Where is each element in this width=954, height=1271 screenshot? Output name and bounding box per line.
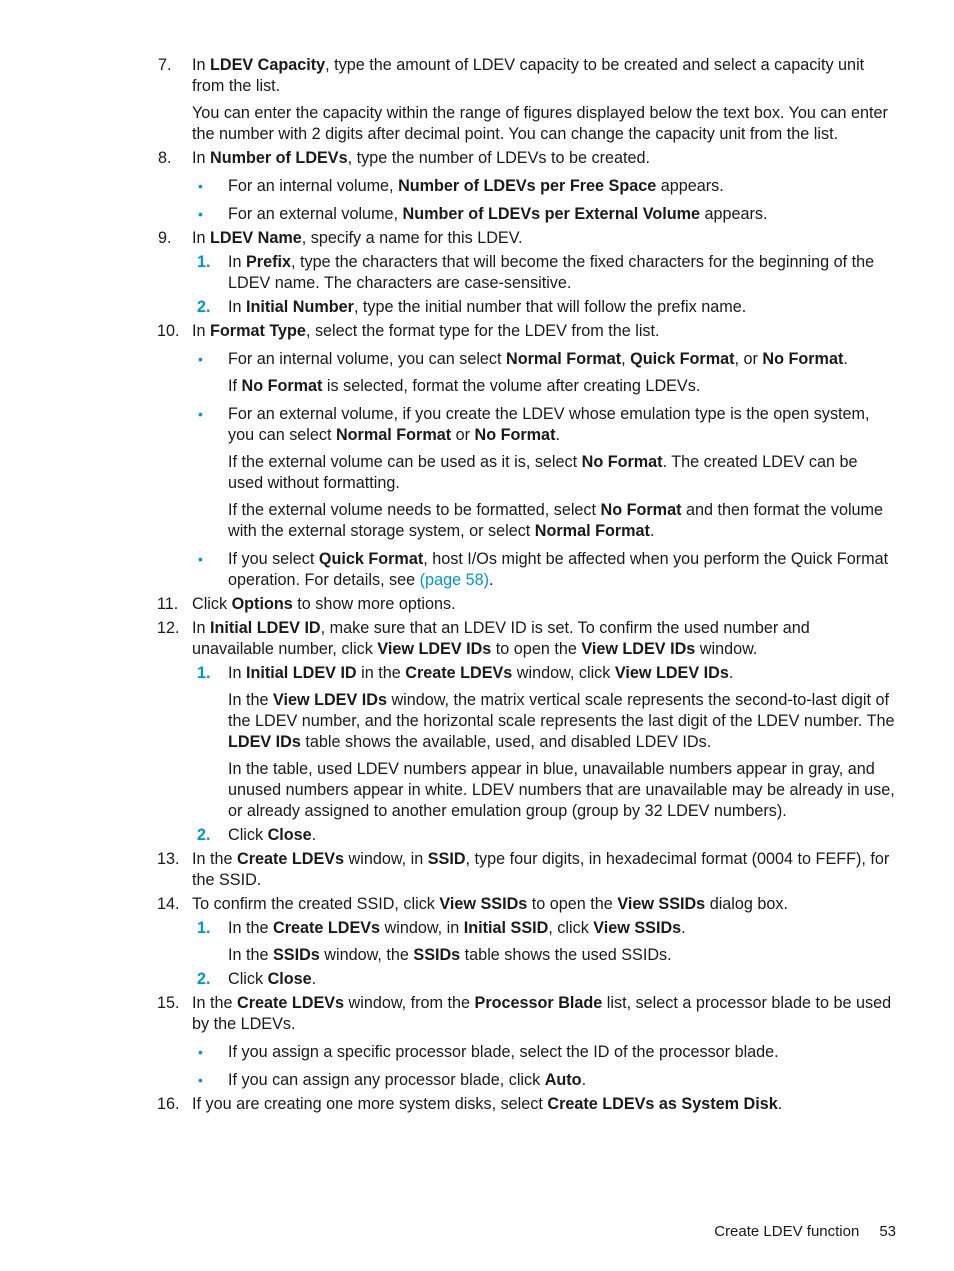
step-item [0,228,954,318]
step-paragraph [192,103,896,145]
bullet-item [192,1042,896,1063]
step-paragraph [192,55,896,97]
substep-paragraph [228,918,896,939]
bullet-icon: • [198,551,203,567]
text-run: , type the initial number that will follow the prefix name. [353,298,747,316]
bold-term: Initial LDEV ID [246,664,357,682]
step-paragraph [192,1094,896,1115]
bold-term: LDEV Name [210,229,302,247]
text-run: window, the [319,946,414,964]
text-run: If the external volume needs to be formatted, select [228,501,601,519]
text-run: In [228,253,246,271]
text-run: . [843,350,848,368]
step-item [0,1094,954,1115]
text-run: , [621,350,631,368]
step-paragraph [192,894,896,915]
bold-term: LDEV Capacity [210,56,326,74]
text-run: You can enter the capacity within the range of figures displayed below the text box. You can enter the number with 2 digits after decimal point. You can change the capacity unit from the list. [192,104,888,143]
bold-term: Prefix [246,253,291,271]
bullet-icon: • [198,406,203,422]
text-run: If you can assign any processor blade, click [228,1071,545,1089]
text-run: Click [228,970,268,988]
text-run: In the [192,850,237,868]
substep-paragraph [228,759,896,822]
text-run: , make sure that an LDEV ID is set. To confirm the used number and unavailable number, click [192,619,810,658]
substep-item [192,918,896,966]
text-run: , type the amount of LDEV capacity to be created and select a capacity unit from the list. [192,56,865,95]
bullet-item [192,549,896,591]
bold-term: Options [231,595,293,613]
step-paragraph [192,849,896,891]
step-item [0,894,954,990]
bold-term: Initial LDEV ID [210,619,321,637]
bold-term: Create LDEVs [273,919,381,937]
text-run: , host I/Os might be affected when you perform the Quick Format operation. For details, see [228,550,889,589]
bold-term: No Format [600,501,682,519]
page-footer [714,1221,896,1242]
text-run: . [649,522,655,540]
substep-paragraph [228,663,896,684]
footer-section-title: Create LDEV function [714,1223,860,1240]
text-run: window. [695,640,758,658]
step-number: 13. [157,850,180,868]
substep-paragraph [228,1070,896,1091]
step-item [0,594,954,615]
substep-item [192,825,896,846]
step-number: 16. [157,1095,180,1113]
text-run: and then format the volume with the external storage system, or select [228,501,884,540]
bold-term: Processor Blade [474,994,603,1012]
page-reference-link[interactable]: (page 58) [419,571,489,589]
bullet-item [192,204,896,225]
step-number: 8. [158,149,172,167]
bold-term: View SSIDs [617,895,706,913]
step-item [0,148,954,225]
text-run: In the [228,946,273,964]
bold-term: Number of LDEVs per Free Space [398,177,657,195]
bold-term: View SSIDs [439,895,528,913]
substep-paragraph [228,1042,896,1063]
bold-term: Create LDEVs [237,994,345,1012]
bold-term: Quick Format [630,350,735,368]
text-run: For an external volume, if you create the LDEV whose emulation type is the open system, you can select [228,405,870,444]
substep-paragraph [228,945,896,966]
bold-term: No Format [762,350,844,368]
text-run: To confirm the created SSID, click [192,895,440,913]
bullet-item [192,349,896,397]
step-item [0,55,954,145]
text-run: table shows the available, used, and disabled LDEV IDs. [300,733,712,751]
text-run: In the [228,919,273,937]
substep-item [192,297,896,318]
step-number: 11. [157,595,179,613]
text-run: In the table, used LDEV numbers appear in blue, unavailable numbers appear in gray, and unused numbers appear in white. LDEV numbers that are unavailable may be already in use, or already assigned to another emulation group (group by 32 LDEV numbers). [228,760,895,820]
substep-item [192,252,896,294]
bold-term: Initial SSID [463,919,549,937]
text-run: to open the [527,895,618,913]
text-run: For an external volume, [228,205,403,223]
bold-term: SSIDs [413,946,461,964]
text-run: In [228,298,246,316]
substep-paragraph [228,297,896,318]
substep-number: 2. [197,826,211,844]
substep-paragraph [228,204,896,225]
bold-term: Normal Format [506,350,622,368]
text-run: In the [228,691,273,709]
substep-number: 1. [197,919,211,937]
text-run: If you select [228,550,319,568]
text-run: , type the number of LDEVs to be created. [347,149,650,167]
text-run: window, in [344,850,428,868]
text-run: If [228,377,242,395]
substep-paragraph [228,452,896,494]
text-run: . [681,919,686,937]
text-run: In [228,664,246,682]
text-run: . [728,664,734,682]
text-run: . [777,1095,783,1113]
step-item [0,618,954,846]
bold-term: No Format [474,426,556,444]
text-run: In the [192,994,237,1012]
text-run: in the [356,664,406,682]
text-run: to open the [491,640,582,658]
bold-term: Close [267,826,312,844]
substep-paragraph [228,969,896,990]
bold-term: SSID [427,850,466,868]
text-run: , specify a name for this LDEV. [301,229,523,247]
text-run: In [192,149,210,167]
substep-number: 2. [197,298,211,316]
text-run: If you are creating one more system disks, select [192,1095,548,1113]
text-run: is selected, format the volume after creating LDEVs. [322,377,701,395]
bold-term: Number of LDEVs per External Volume [402,205,700,223]
text-run: list, select a processor blade to be used by the LDEVs. [192,994,892,1033]
bold-term: Create LDEVs [405,664,513,682]
text-run: table shows the used SSIDs. [460,946,672,964]
bold-term: Format Type [210,322,306,340]
bold-term: View SSIDs [593,919,682,937]
substep-paragraph [228,549,896,591]
substep-paragraph [228,349,896,370]
text-run: Click [228,826,268,844]
text-run: In [192,56,210,74]
step-item [0,993,954,1091]
substep-item [192,969,896,990]
text-run: window, from the [344,994,475,1012]
bold-term: View LDEV IDs [273,691,387,709]
text-run: , click [548,919,594,937]
text-run: appears. [699,205,768,223]
substep-paragraph [228,690,896,753]
substep-paragraph [228,500,896,542]
bold-term: Normal Format [335,426,452,444]
step-number: 10. [157,322,180,340]
bold-term: Create LDEVs [237,850,345,868]
bold-term: LDEV IDs [228,733,301,751]
step-number: 7. [158,56,172,74]
bold-term: View LDEV IDs [614,664,729,682]
substep-number: 1. [197,664,211,682]
text-run: window, click [512,664,615,682]
bold-term: Normal Format [534,522,650,540]
bullet-item [192,1070,896,1091]
bold-term: Number of LDEVs [210,149,348,167]
text-run: , type the characters that will become the fixed characters for the beginning of the LDEV name. The characters are case-sensitive. [228,253,875,292]
text-run: window, the matrix vertical scale represents the second-to-last digit of the LDEV number, and the horizontal scale represents the last digit of the LDEV number. The [228,691,895,730]
substep-number: 1. [197,253,211,271]
bullet-icon: • [198,206,203,222]
substep-paragraph [228,825,896,846]
substep-paragraph [228,376,896,397]
text-run: . The created LDEV can be used without formatting. [228,453,858,492]
bold-term: No Format [241,377,323,395]
substep-paragraph [228,176,896,197]
bullet-item [192,176,896,197]
substep-item [192,663,896,822]
bold-term: Auto [544,1071,582,1089]
text-run: For an internal volume, you can select [228,350,507,368]
step-item [0,321,954,591]
text-run: In [192,619,210,637]
text-run: For an internal volume, [228,177,399,195]
text-run: to show more options. [292,595,456,613]
text-run: , select the format type for the LDEV from the list. [305,322,660,340]
text-run: . [581,1071,587,1089]
bold-term: Close [267,970,312,988]
step-number: 12. [157,619,180,637]
substep-paragraph [228,252,896,294]
bold-term: Quick Format [318,550,424,568]
text-run: , type four digits, in hexadecimal format (0004 to FEFF), for the SSID. [192,850,890,889]
step-number: 14. [157,895,180,913]
bullet-icon: • [198,178,203,194]
bullet-icon: • [198,1072,203,1088]
bullet-item [192,404,896,542]
bold-term: No Format [581,453,663,471]
step-paragraph [192,618,896,660]
text-run: , or [734,350,763,368]
step-number: 9. [158,229,172,247]
text-run: . [311,826,317,844]
text-run: If the external volume can be used as it is, select [228,453,582,471]
bold-term: Initial Number [246,298,354,316]
step-paragraph [192,321,896,342]
text-run: If you assign a specific processor blade, select the ID of the processor blade. [228,1043,779,1061]
step-item [0,849,954,891]
bold-term: Create LDEVs as System Disk [547,1095,778,1113]
text-run: . [488,571,494,589]
substep-number: 2. [197,970,211,988]
document-body [0,55,954,1118]
text-run: . [555,426,560,444]
bullet-icon: • [198,1044,203,1060]
substep-paragraph [228,404,896,446]
text-run: In [192,322,210,340]
bold-term: SSIDs [273,946,320,964]
step-paragraph [192,148,896,169]
step-paragraph [192,228,896,249]
text-run: appears. [656,177,724,195]
text-run: or [451,426,475,444]
step-paragraph [192,993,896,1035]
bullet-icon: • [198,351,203,367]
bold-term: View LDEV IDs [377,640,492,658]
page-number: 53 [879,1223,896,1240]
step-number: 15. [157,994,180,1012]
text-run: In [192,229,210,247]
step-paragraph [192,594,896,615]
text-run: dialog box. [705,895,788,913]
text-run: Click [192,595,232,613]
text-run: . [311,970,317,988]
bold-term: View LDEV IDs [581,640,696,658]
text-run: window, in [380,919,464,937]
